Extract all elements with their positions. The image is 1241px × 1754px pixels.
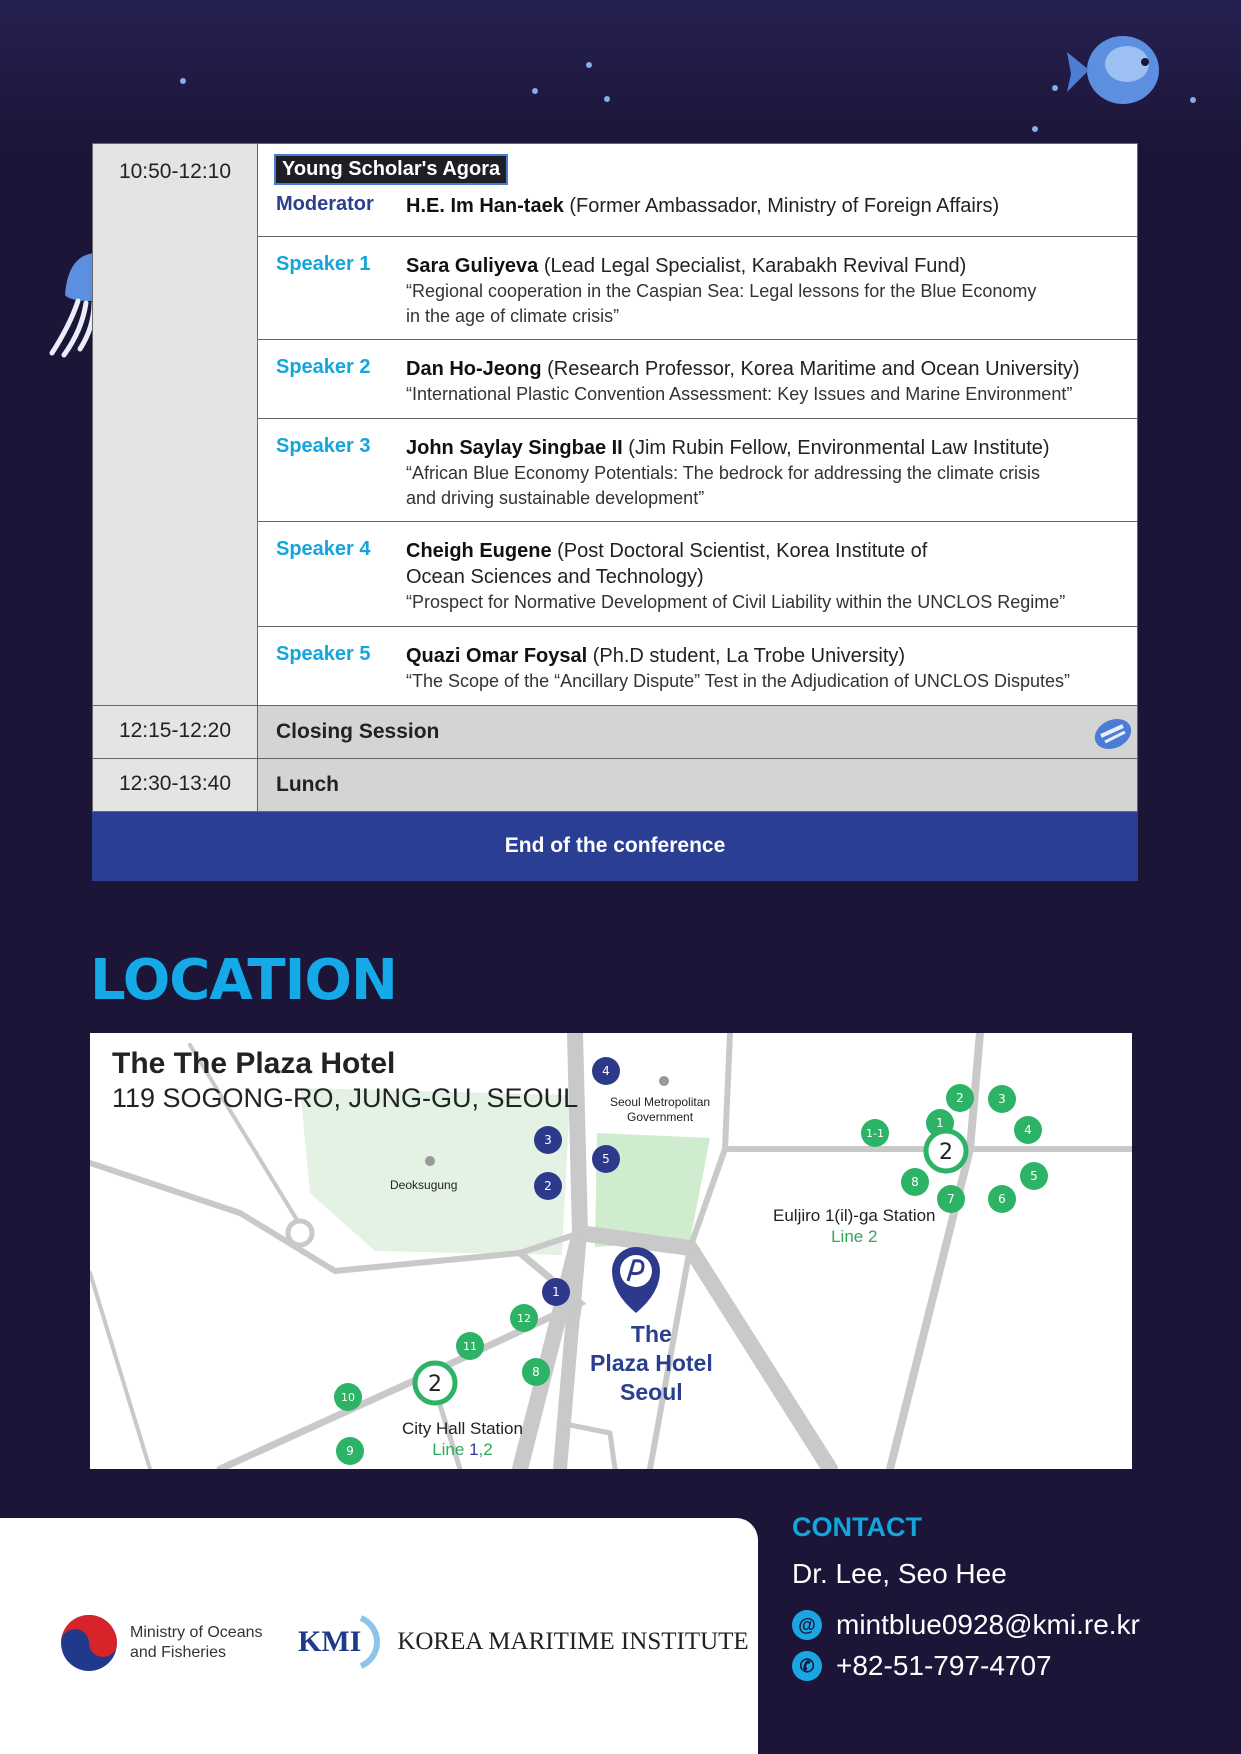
- svg-text:3: 3: [998, 1092, 1006, 1106]
- green-exit-marker: [1020, 1162, 1048, 1190]
- speaker-label: Speaker 4: [276, 538, 371, 560]
- end-row: [93, 812, 1138, 881]
- speaker-label: Speaker 5: [276, 643, 371, 665]
- cityhall-station-label: City Hall Station Line 1,2: [402, 1419, 523, 1459]
- speaker-affiliation: (Research Professor, Korea Maritime and Ocean University): [541, 358, 1080, 380]
- kmi-arc-icon: [357, 1614, 383, 1670]
- ministry-logo: Ministry of Oceans and Fisheries: [60, 1614, 262, 1672]
- hotel-pin-icon: [612, 1247, 660, 1313]
- star-dot: [1032, 126, 1038, 132]
- svg-text:8: 8: [911, 1175, 919, 1189]
- session-header-cell: [258, 144, 1138, 237]
- closing-time: 12:15-12:20: [93, 706, 258, 759]
- svg-text:2: 2: [428, 1372, 442, 1397]
- speaker-affiliation: (Ph.D student, La Trobe University): [587, 645, 906, 667]
- speaker-affiliation-cont: Ocean Sciences and Technology): [406, 566, 704, 588]
- euljiro-station-label: Euljiro 1(il)-ga Station Line 2: [773, 1206, 936, 1246]
- svg-text:5: 5: [1030, 1169, 1038, 1183]
- svg-text:1: 1: [552, 1285, 560, 1299]
- talk-title-line: “African Blue Economy Potentials: The bedrock for addressing the climate crisis: [406, 463, 1040, 483]
- green-exit-marker: [334, 1383, 362, 1411]
- svg-text:2: 2: [544, 1179, 552, 1193]
- plaza-hotel-label: The Plaza Hotel Seoul: [590, 1321, 713, 1405]
- speaker-affiliation: (Post Doctoral Scientist, Korea Institute of: [551, 540, 928, 562]
- svg-text:9: 9: [346, 1444, 354, 1458]
- speaker-cell: [258, 419, 1138, 522]
- cityhall-station-marker: [415, 1363, 455, 1403]
- location-map: [90, 1033, 1132, 1469]
- speaker-name: Quazi Omar Foysal: [406, 645, 588, 667]
- speaker-affiliation: (Lead Legal Specialist, Karabakh Revival Fund): [538, 255, 967, 277]
- svg-text:3: 3: [544, 1133, 552, 1147]
- green-exit-marker: [988, 1085, 1016, 1113]
- svg-text:1-1: 1-1: [866, 1127, 884, 1140]
- green-exit-marker: [946, 1084, 974, 1112]
- speaker-affiliation: (Jim Rubin Fellow, Environmental Law Institute): [622, 437, 1050, 459]
- green-exit-marker: [901, 1168, 929, 1196]
- svg-text:4: 4: [1024, 1123, 1032, 1137]
- svg-text:4: 4: [602, 1064, 610, 1078]
- contact-phone[interactable]: ✆ +82-51-797-4707: [792, 1650, 1052, 1682]
- speaker-name: Dan Ho-Jeong: [406, 358, 542, 380]
- green-exit-marker: [861, 1119, 889, 1147]
- contact-heading: CONTACT: [792, 1512, 922, 1542]
- svg-text:6: 6: [998, 1192, 1006, 1206]
- moderator-affiliation: (Former Ambassador, Ministry of Foreign Affairs): [563, 195, 1000, 217]
- fish-icon: [1065, 30, 1165, 110]
- green-exit-marker: [937, 1185, 965, 1213]
- deoksugung-label: Deoksugung: [390, 1178, 458, 1192]
- blue-exit-marker: [592, 1057, 620, 1085]
- blue-exit-marker: [542, 1278, 570, 1306]
- schedule-table: [92, 143, 1138, 881]
- header-background: [0, 0, 1241, 150]
- svg-text:7: 7: [947, 1192, 955, 1206]
- svg-text:10: 10: [341, 1391, 355, 1404]
- moderator-row: [276, 193, 1119, 219]
- speaker-cell: [258, 522, 1138, 627]
- seoul-gov-label: Seoul Metropolitan Government: [610, 1095, 711, 1124]
- svg-text:2: 2: [956, 1091, 964, 1105]
- phone-icon: ✆: [792, 1651, 822, 1681]
- star-dot: [586, 62, 592, 68]
- lunch-time: 12:30-13:40: [93, 759, 258, 812]
- time-cell: 10:50-12:10: [93, 144, 258, 706]
- svg-text:11: 11: [463, 1340, 477, 1353]
- lunch-title: Lunch: [258, 759, 1138, 812]
- location-title: LOCATION: [90, 948, 397, 1013]
- lunch-row: [93, 759, 1138, 812]
- speaker-cell: [258, 340, 1138, 419]
- star-dot: [180, 78, 186, 84]
- taegeuk-logo-icon: [60, 1614, 118, 1672]
- talk-title-line: and driving sustainable development”: [406, 488, 705, 508]
- speaker-label: Speaker 3: [276, 435, 371, 457]
- star-dot: [1190, 97, 1196, 103]
- star-dot: [1052, 85, 1058, 91]
- session-title: Young Scholar's Agora: [276, 156, 506, 183]
- contact-name: Dr. Lee, Seo Hee: [792, 1558, 1007, 1589]
- green-exit-marker: [988, 1185, 1016, 1213]
- speaker-label: Speaker 1: [276, 253, 371, 275]
- end-of-conference: End of the conference: [93, 812, 1138, 881]
- talk-title-line: “The Scope of the “Ancillary Dispute” Test in the Adjudication of UNCLOS Disputes”: [406, 671, 1070, 691]
- speaker-label: Speaker 2: [276, 356, 371, 378]
- speaker-cell: [258, 237, 1138, 340]
- blue-exit-marker: [534, 1172, 562, 1200]
- moderator-name: H.E. Im Han-taek: [406, 195, 564, 217]
- at-icon: @: [792, 1610, 822, 1640]
- small-fish-icon: [1089, 712, 1135, 752]
- talk-title-line: “Prospect for Normative Development of Civil Liability within the UNCLOS Regime”: [406, 592, 1066, 612]
- euljiro-station-marker: [926, 1131, 966, 1171]
- green-exit-marker: [510, 1304, 538, 1332]
- svg-text:5: 5: [602, 1152, 610, 1166]
- star-dot: [604, 96, 610, 102]
- speaker-name: John Saylay Singbae II: [406, 437, 623, 459]
- session-row: [93, 144, 1138, 237]
- kmi-logo: KMI KOREA MARITIME INSTITUTE: [298, 1614, 749, 1670]
- speaker-cell: [258, 627, 1138, 706]
- svg-text:2: 2: [939, 1140, 953, 1165]
- talk-title-line: in the age of climate crisis”: [406, 306, 620, 326]
- moderator-label: Moderator: [276, 193, 374, 215]
- talk-title-line: “Regional cooperation in the Caspian Sea: Legal lessons for the Blue Economy: [406, 281, 1037, 301]
- green-exit-marker: [1014, 1116, 1042, 1144]
- speaker-name: Cheigh Eugene: [406, 540, 552, 562]
- green-exit-marker: [336, 1437, 364, 1465]
- speaker-name: Sara Guliyeva: [406, 255, 539, 277]
- hotel-name: The The Plaza Hotel: [112, 1047, 396, 1080]
- green-exit-marker: [456, 1332, 484, 1360]
- blue-exit-marker: [534, 1126, 562, 1154]
- svg-text:1: 1: [936, 1116, 944, 1130]
- svg-text:12: 12: [517, 1312, 531, 1325]
- hotel-address: 119 SOGONG-RO, JUNG-GU, SEOUL: [112, 1083, 579, 1113]
- blue-exit-marker: [592, 1145, 620, 1173]
- green-exit-marker: [522, 1358, 550, 1386]
- contact-email[interactable]: @ mintblue0928@kmi.re.kr: [792, 1609, 1140, 1641]
- closing-title: Closing Session: [258, 706, 1138, 759]
- star-dot: [532, 88, 538, 94]
- talk-title-line: “International Plastic Convention Assessment: Key Issues and Marine Environment”: [406, 384, 1073, 404]
- svg-text:8: 8: [532, 1365, 540, 1379]
- closing-row: [93, 706, 1138, 759]
